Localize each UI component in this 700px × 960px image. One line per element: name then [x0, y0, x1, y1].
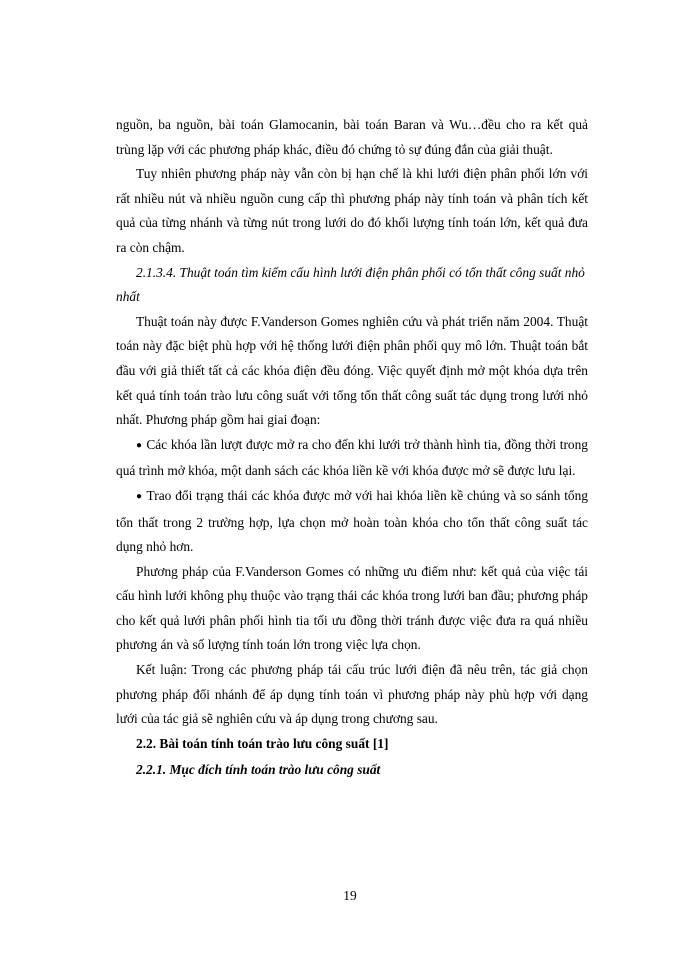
- paragraph-gomes-algorithm: Thuật toán này được F.Vanderson Gomes nghiên cứu và phát triển năm 2004. Thuật toán này đặc biệt phù hợp với hệ thống lưới điện phân phối quy mô lớn. Thuật toán bắt đầu với giả thiết tất cả các khóa điện đều đóng. Việc quyết định mở một khóa dựa trên kết quả tính toán trào lưu công suất với tổng tổn thất công suất tác dụng trong lưới nhỏ nhất. Phương pháp gồm hai giai đoạn:: [116, 313, 588, 428]
- paragraph-advantages: Phương pháp của F.Vanderson Gomes có những ưu điểm như: kết quả của việc tái cấu hình lưới không phụ thuộc vào trạng thái các khóa trong lưới ban đầu; phương pháp cho kết quả lưới phân phối hình tia tối ưu đồng thời tránh được việc đưa ra quá nhiều phương án và số lượng tính toán lớn trong việc lựa chọn.: [116, 563, 588, 653]
- section-heading-2134: 2.1.3.4. Thuật toán tìm kiếm cấu hình lưới điện phân phối có tổn thất công suất nhỏ nhất: [116, 264, 585, 305]
- paragraph-continuation: nguồn, ba nguồn, bài toán Glamocanin, bài toán Baran và Wu…đều cho ra kết quả trùng lặp với các phương pháp khác, điều đó chứng tỏ sự đúng đắn của giải thuật.: [116, 117, 588, 157]
- section-heading-221: 2.2.1. Mục đích tính toán trào lưu công suất: [136, 762, 381, 778]
- paragraph-limitation: Tuy nhiên phương pháp này vẫn còn bị hạn chế là khi lưới điện phân phối lớn với rất nhiều nút và nhiều nguồn cung cấp thì phương pháp này tính toán và phân tích kết quả của từng nhánh và từng nút trong lưới do đó khối lượng tính toán lớn, kết quả đưa ra còn chậm.: [116, 166, 588, 255]
- page-number: 19: [343, 888, 357, 903]
- bullet-icon: ●: [136, 439, 143, 451]
- paragraph-conclusion: Kết luận: Trong các phương pháp tái cấu trúc lưới điện đã nêu trên, tác giả chọn phương pháp đổi nhánh để áp dụng tính toán vì phương pháp này phù hợp với dạng lưới của tác giả sẽ nghiên cứu và áp dụng trong chương sau.: [116, 662, 588, 727]
- section-heading-22: 2.2. Bài toán tính toán trào lưu công suất [1]: [136, 735, 389, 751]
- document-body: [116, 113, 588, 783]
- bullet-text-2: Trao đổi trạng thái các khóa được mở với hai khóa liền kề chúng và so sánh tổng tổn thất trong 2 trường hợp, lựa chọn mở hoàn toàn khóa cho tổn thất công suất tác dụng nhỏ hơn.: [116, 487, 588, 555]
- bullet-text-1: Các khóa lần lượt được mở ra cho đến khi lưới trở thành hình tia, đồng thời trong quá trình mở khóa, một danh sách các khóa liền kề với khóa được mở sẽ được lưu lại.: [116, 436, 588, 479]
- bullet-item-2: [116, 484, 588, 560]
- bullet-item-1: [116, 433, 588, 484]
- bullet-icon: ●: [136, 490, 143, 502]
